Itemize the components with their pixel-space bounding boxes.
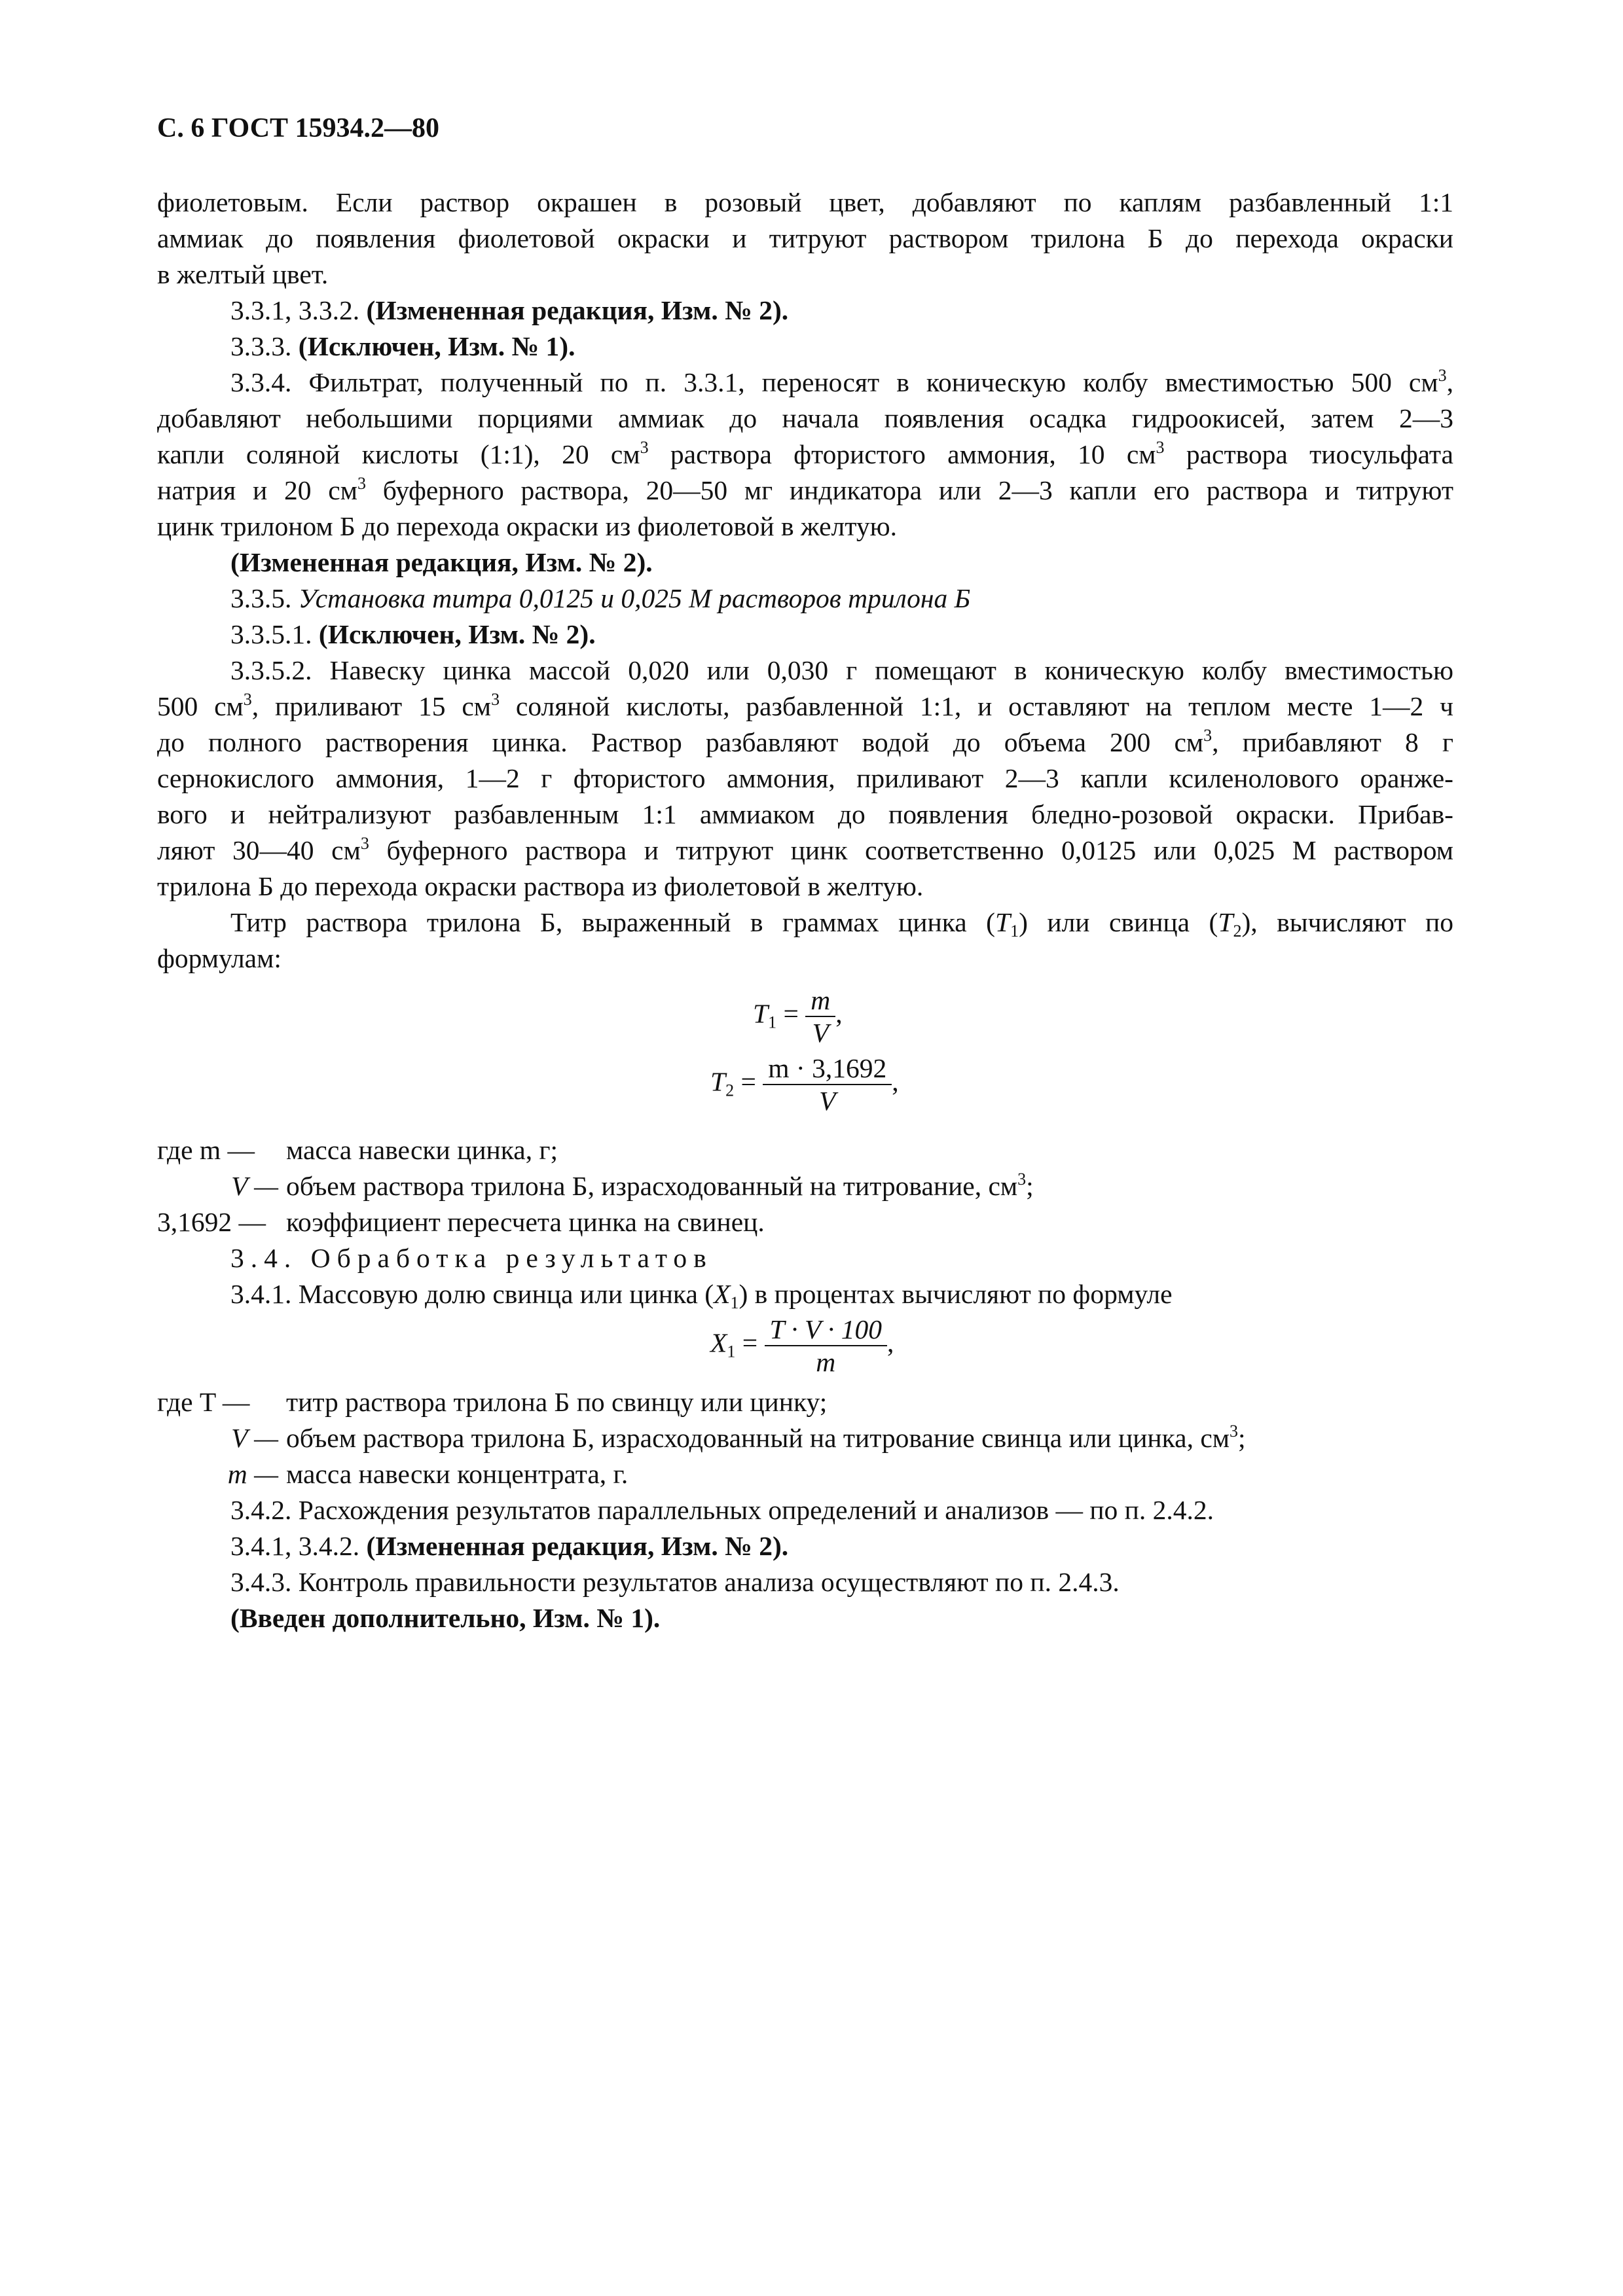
paragraph-line: 3.4.1. Массовую долю свинца или цинка $(X_1)$ в процентах вычисляют по формуле — [230, 1279, 1173, 1312]
fraction: $\frac{m \cdot 3,1692}{V}$ — [763, 1052, 892, 1117]
amendment-note: (Введен дополнительно, Изм. № 1). — [230, 1603, 661, 1633]
paragraph-line: 500 $см^3$, приливают 15 $см^3$ соляной кислоты, разбавленной 1:1, и оставляют на теплом месте 1—2 ч — [157, 690, 1453, 721]
legend-row: V — объем раствора трилона Б, израсходованный на титрование свинца или цинка, $см^3$; — [231, 1422, 1246, 1453]
clause-3-3-5-1 — [157, 617, 1453, 653]
clause-number: 3.3.1, 3.3.2. — [230, 295, 360, 325]
clause-title: Установка титра 0,0125 и 0,025 М растворов трилона Б — [298, 583, 971, 613]
section-title: 3.4. Обработка результатов — [230, 1243, 713, 1273]
amendment-note: (Измененная редакция, Изм. № 2). — [366, 295, 789, 325]
paragraph-line: Титр раствора трилона Б, выраженный в граммах цинка $(T_1)$ или свинца $(T_2)$, вычисляют по — [230, 907, 1453, 941]
clause-3-3-5 — [157, 581, 1453, 617]
clause-number: 3.3.5. — [230, 583, 292, 613]
document-body — [157, 185, 1453, 1636]
paragraph-line: вого и нейтрализуют разбавленным 1:1 аммиаком до появления бледно-розовой окраски. Прибав- — [157, 799, 1453, 829]
clause-3-3-1 — [157, 293, 1453, 329]
amendment-note: (Исключен, Изм. № 1). — [298, 331, 575, 361]
paragraph-line: формулам: — [157, 943, 282, 973]
paragraph-line: капли соляной кислоты (1:1), 20 $см^3$ раствора фтористого аммония, 10 $см^3$ раствора тиосульфата — [157, 438, 1453, 469]
amendment-note: (Исключен, Изм. № 2). — [318, 619, 596, 649]
legend-row: m — масса навески концентрата, г. — [227, 1459, 629, 1489]
clause-number: 3.4.1, 3.4.2. — [230, 1531, 360, 1561]
paragraph-line: добавляют небольшими порциями аммиак до начала появления осадка гидроокисей, затем 2—3 — [157, 403, 1453, 433]
clause-3-3-3 — [157, 329, 1453, 365]
paragraph-line: цинк трилоном Б до перехода окраски из фиолетовой в желтую. — [157, 511, 897, 541]
paragraph-line: сернокислого аммония, 1—2 г фтористого аммония, приливают 2—3 капли ксиленолового оранже- — [157, 763, 1453, 793]
legend-row: V — объем раствора трилона Б, израсходованный на титрование, $см^3$; — [231, 1170, 1034, 1201]
paragraph-line: аммиак до появления фиолетовой окраски и титруют раствором трилона Б до перехода окраски — [157, 223, 1453, 253]
paragraph-line: ляют 30—40 $см^3$ буферного раствора и титруют цинк соответственно 0,0125 или 0,025 М раствором — [157, 834, 1453, 865]
legend-row: 3,1692 — коэффициент пересчета цинка на свинец. — [157, 1207, 765, 1237]
paragraph-line: фиолетовым. Если раствор окрашен в розовый цвет, добавляют по каплям разбавленный 1:1 — [157, 187, 1453, 217]
paragraph-line: 3.4.3. Контроль правильности результатов анализа осуществляют по п. 2.4.3. — [230, 1567, 1120, 1597]
formula-x1: $X_1$ = $\frac{T \cdot V \cdot 100}{m}$ , — [710, 1314, 894, 1377]
clause-number: 3.3.5.1. — [230, 619, 312, 649]
fraction: $\frac{T \cdot V \cdot 100}{m}$ — [765, 1314, 887, 1378]
paragraph-line: 3.4.2. Расхождения результатов параллельных определений и анализов — по п. 2.4.2. — [230, 1495, 1214, 1525]
clause-number: 3.3.3. — [230, 331, 292, 361]
legend-row: где m — масса навески цинка, г; — [157, 1135, 558, 1165]
page-header: С. 6 ГОСТ 15934.2—80 — [157, 113, 440, 143]
paragraph-line: 3.3.5.2. Навеску цинка массой 0,020 или 0,030 г помещают в коническую колбу вместимостью — [230, 655, 1453, 685]
paragraph-line: в желтый цвет. — [157, 259, 329, 289]
legend-row: где T — титр раствора трилона Б по свинцу или цинку; — [157, 1387, 828, 1417]
paragraph-line: натрия и 20 $см^3$ буферного раствора, 20—50 мг индикатора или 2—3 капли его раствора и титруют — [157, 474, 1453, 505]
fraction: $\frac{m}{V}$ — [805, 984, 835, 1049]
formula-t2: $T_2$ = $\frac{m \cdot 3,1692}{V}$ , — [710, 1053, 899, 1116]
paragraph-line: до полного растворения цинка. Раствор разбавляют водой до объема 200 $см^3$, прибавляют 8 г — [157, 726, 1453, 757]
formula-t1: $T_1$ = $\frac{m}{V}$ , — [753, 985, 843, 1048]
paragraph-line: трилона Б до перехода окраски раствора из фиолетовой в желтую. — [157, 871, 924, 901]
paragraph-line: 3.3.4. Фильтрат, полученный по п. 3.3.1, переносят в коническую колбу вместимостью 500 $см^3$, — [230, 366, 1453, 397]
amendment-note: (Измененная редакция, Изм. № 2). — [366, 1531, 789, 1561]
clause-3-4-1 — [157, 1528, 1453, 1564]
amendment-note: (Измененная редакция, Изм. № 2). — [230, 547, 653, 577]
